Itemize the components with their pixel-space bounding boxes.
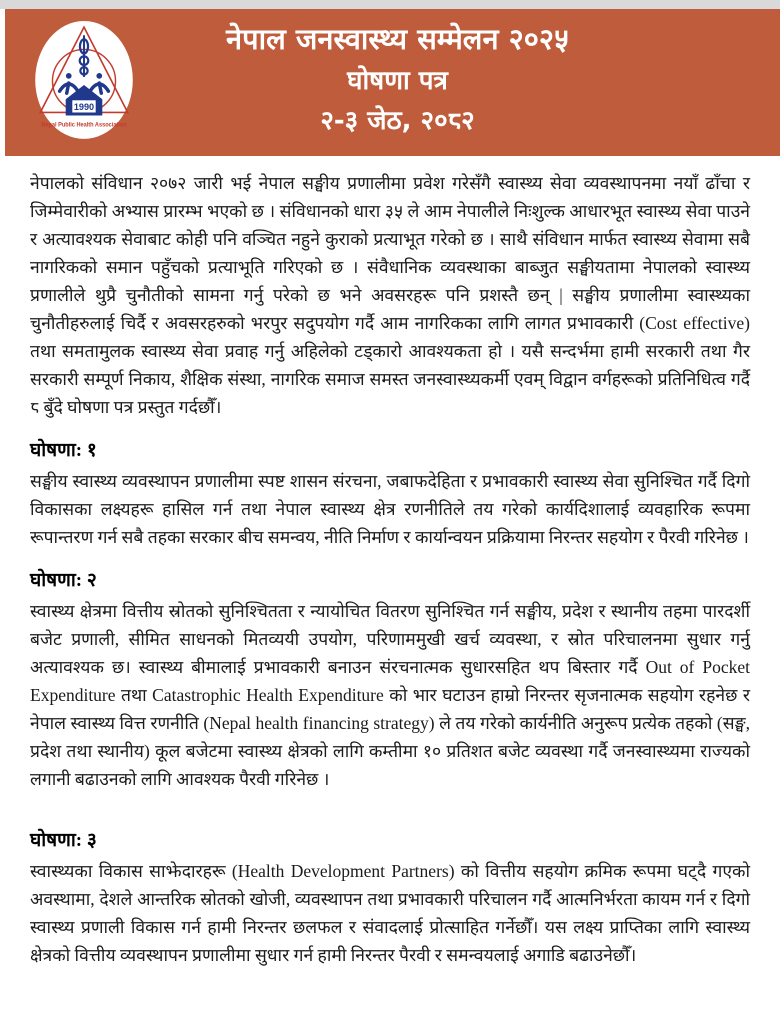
- declaration-subtitle: घोषणा पत्र: [347, 66, 448, 96]
- header-banner: [5, 9, 780, 156]
- banner-titles: [100, 17, 695, 141]
- declaration-3-heading: घोषणा: ३: [30, 830, 97, 851]
- logo-year: 1990: [73, 101, 95, 112]
- document-body: [0, 156, 780, 969]
- declaration-3-body: स्वास्थ्यका विकास साझेदारहरू (Health Development Partners) को वित्तीय सहयोग क्रमिक रूपमा घट्दै गएको अवस्थामा, देशले आन्तरिक स्रोतको खोजी, व्यवस्थापन तथा प्रभावकारी परिचालन गर्दै आत्मनिर्भरता कायम गर्न र दिगो स्वास्थ्य प्रणाली विकास गर्न हामी निरन्तर छलफल र संवादलाई प्रोत्साहित गर्नेछौँ। यस लक्ष्य प्राप्तिका लागि स्वास्थ्य क्षेत्रको वित्तीय व्यवस्थापन प्रणालीमा सुधार गर्न हामी निरन्तर पैरवी र समन्वयलाई अगाडि बढाउनेछौँ।: [30, 861, 750, 965]
- declaration-2-heading: घोषणा: २: [30, 570, 97, 591]
- logo-caption: Nepal Public Health Association: [41, 121, 127, 129]
- conference-title: नेपाल जनस्वास्थ्य सम्मेलन २०२५: [226, 22, 569, 56]
- conference-date: २-३ जेठ, २०८२: [320, 106, 475, 136]
- declaration-1-body: सङ्घीय स्वास्थ्य व्यवस्थापन प्रणालीमा स्पष्ट शासन संरचना, जबाफदेहिता र प्रभावकारी स्वास्थ्य सेवा सुनिश्चित गर्दै दिगो विकासका लक्ष्यहरू हासिल गर्न तथा नेपाल स्वास्थ्य क्षेत्र रणनीतिले तय गरेको कार्यदिशालाई व्यवहारिक रूपमा रूपान्तरण गर्न सबै तहका सरकार बीच समन्वय, नीति निर्माण र कार्यान्वयन प्रक्रियामा निरन्तर सहयोग र पैरवी गरिनेछ ।: [30, 471, 750, 547]
- intro-paragraph: नेपालको संविधान २०७२ जारी भई नेपाल सङ्घीय प्रणालीमा प्रवेश गरेसँगै स्वास्थ्य सेवा व्यवस्थापनमा नयाँ ढाँचा र जिम्मेवारीको अभ्यास प्रारम्भ भएको छ । संविधानको धारा ३५ ले आम नेपालीले निःशुल्क आधारभूत स्वास्थ्य सेवा पाउने र अत्यावश्यक सेवाबाट कोही पनि वञ्चित नहुने कुराको प्रत्याभूत गरेको छ । साथै संविधान मार्फत स्वास्थ्य सेवामा सबै नागरिकको समान पहुँचको प्रत्याभूति गरिएको छ । संवैधानिक व्यवस्थाका बाब्जुत सङ्घीयतामा नेपालको स्वास्थ्य प्रणालीले थुप्रै चुनौतीको सामना गर्नु परेको छ भने अवसरहरू पनि प्रशस्तै छन् | सङ्घीय प्रणालीमा स्वास्थ्यका चुनौतीहरुलाई चिर्दै र अवसरहरुको भरपुर सदुपयोग गर्दै आम नागरिकका लागि लागत प्रभावकारी (Cost effective) तथा समतामुलक स्वास्थ्य सेवा प्रवाह गर्नु अहिलेको टड्कारो आवश्यकता हो । यसै सन्दर्भमा हामी सरकारी तथा गैर सरकारी सम्पूर्ण निकाय, शैक्षिक संस्था, नागरिक समाज समस्त जनस्वास्थ्यकर्मी एवम् विद्वान वर्गहरूको प्रतिनिधित्व गर्दै ८ बुँदे घोषणा पत्र प्रस्तुत गर्दछौँ।: [30, 173, 750, 417]
- top-strip: [0, 0, 780, 9]
- declaration-1-heading: घोषणा: १: [30, 440, 97, 461]
- declaration-2-body: स्वास्थ्य क्षेत्रमा वित्तीय स्रोतको सुनिश्चितता र न्यायोचित वितरण सुनिश्चित गर्न सङ्घीय, प्रदेश र स्थानीय तहमा पारदर्शी बजेट प्रणाली, सीमित साधनको मितव्ययी उपयोग, परिणाममुखी खर्च व्यवस्था, र स्रोत परिचालनमा सुधार गर्नु अत्यावश्यक छ। स्वास्थ्य बीमालाई प्रभावकारी बनाउन संरचनात्मक सुधारसहित थप बिस्तार गर्दै Out of Pocket Expenditure तथा Catastrophic Health Expenditure को भार घटाउन हाम्रो निरन्तर सृजनात्मक सहयोग रहनेछ र नेपाल स्वास्थ्य वित्त रणनीति (Nepal health financing strategy) ले तय गरेको कार्यनीति अनुरूप प्रत्येक तहको (सङ्घ, प्रदेश तथा स्थानीय) कूल बजेटमा स्वास्थ्य क्षेत्रको लागि कम्तीमा १० प्रतिशत बजेट व्यवस्था गर्दै जनस्वास्थ्यमा राज्यको लगानी बढाउनको लागि आवश्यक पैरवी गरिनेछ ।: [30, 601, 750, 789]
